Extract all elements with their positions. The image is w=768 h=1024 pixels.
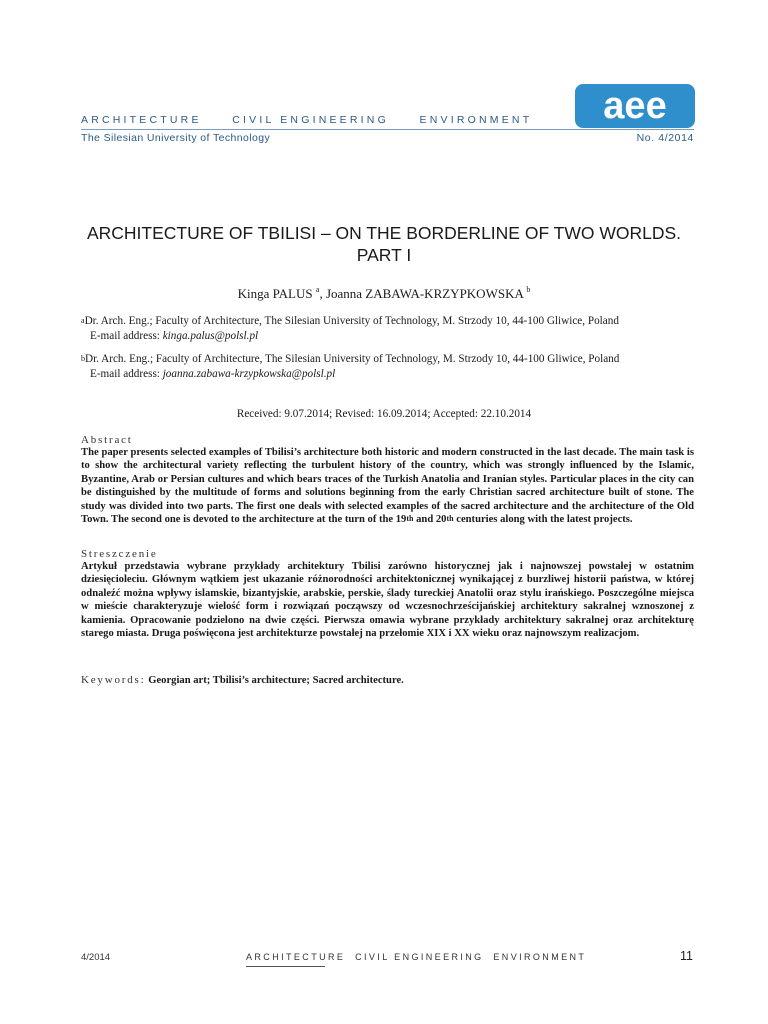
header-rule bbox=[81, 129, 694, 130]
author-mark: b bbox=[526, 285, 531, 294]
affiliation-text: Dr. Arch. Eng.; Faculty of Architecture, The Silesian University of Technology, M. Strzody 10, 44-100 Gliwice, Poland bbox=[85, 353, 620, 365]
author-separator: , bbox=[319, 286, 326, 301]
affiliation-text: Dr. Arch. Eng.; Faculty of Architecture, The Silesian University of Technology, M. Strzody 10, 44-100 Gliwice, Poland bbox=[84, 315, 619, 327]
university-name: The Silesian University of Technology bbox=[81, 132, 271, 144]
streszczenie-text: Artykuł przedstawia wybrane przykłady architektury Tbilisi zarówno historycznej jak i najnowszej powstałej w ostatnim dziesięcioleciu. Głównym wątkiem jest ukazanie różnorodności architektonicznej wynikającej z burzliwej historii państwa, w której odnaleźć można wpływy islamskie, bizantyjskie, arabskie, perskie, ślady tureckiej Anatolii oraz stylu irańskiego. Poszczególne miejsca w mieście charakteryzuje wielość form i rozwiązań począwszy od wczesnochrześcijańskiej architektury sakralnej wznoszonej z kamienia. Opracowanie podzielono na dwie części. Pierwsza omawia wybrane przykłady architektury sakralnej oraz architekturę starego miasta. Druga poświęcona jest architekturze powstałej na przełomie XIX i XX wieku oraz najnowszym realizacjom. bbox=[81, 561, 694, 640]
title-line-2: PART I bbox=[356, 245, 412, 265]
keywords-value: Georgian art; Tbilisi’s architecture; Sacred architecture. bbox=[148, 675, 404, 686]
affiliation-b bbox=[81, 352, 696, 382]
title-line-1: ARCHITECTURE OF TBILISI – ON THE BORDERLINE OF TWO WORLDS. bbox=[86, 223, 682, 243]
superscript: th bbox=[406, 514, 414, 524]
paper-title bbox=[70, 222, 698, 266]
author-name: Joanna ZABAWA-KRZYPKOWSKA bbox=[325, 286, 524, 301]
email-label: E-mail address: bbox=[90, 330, 163, 342]
footer-rule bbox=[246, 966, 325, 967]
keywords-label: Keywords: bbox=[81, 674, 146, 686]
email-link[interactable]: kinga.palus@polsl.pl bbox=[162, 330, 259, 342]
abstract-text-part: centuries along with the latest projects. bbox=[453, 514, 633, 526]
journal-logo bbox=[575, 84, 695, 128]
footer-journal: ARCHITECTURE CIVIL ENGINEERING ENVIRONMENT bbox=[246, 952, 587, 962]
affiliation-mark: b bbox=[81, 354, 85, 363]
streszczenie-heading: Streszczenie bbox=[81, 548, 158, 560]
abstract-text-part: and 20 bbox=[413, 514, 447, 526]
page-number: 11 bbox=[680, 949, 693, 963]
publication-dates: Received: 9.07.2014; Revised: 16.09.2014; Accepted: 22.10.2014 bbox=[236, 408, 532, 420]
abstract-text bbox=[81, 446, 694, 526]
superscript: th bbox=[446, 514, 454, 524]
email-label: E-mail address: bbox=[90, 368, 163, 380]
abstract-heading: Abstract bbox=[81, 434, 133, 446]
author-list bbox=[70, 286, 698, 302]
logo-text: aee bbox=[603, 85, 667, 127]
abstract-text-part: The paper presents selected examples of Tbilisi’s architecture both historic and modern constructed in the last decade. The main task is to show the architectural variety reflecting the turbulent history of the country, which was strongly influenced by the Islamic, Byzantine, Arab or Persian cultures and which bears traces of the Turkish Anatolia and Iranian styles. Particular places in the city can be distinguished by the multitude of forms and solutions beginning from the early Christian sacred architecture built of stone. The study was divided into two parts. The first one deals with selected examples of the sacred architecture and the architecture of the Old Town. The second one is devoted to the architecture at the turn of the 19 bbox=[81, 447, 694, 526]
author-name: Kinga PALUS bbox=[237, 286, 313, 301]
affiliation-a bbox=[81, 314, 696, 344]
author-mark: a bbox=[315, 285, 320, 294]
journal-name: ARCHITECTURE CIVIL ENGINEERING ENVIRONMENT bbox=[81, 114, 533, 126]
footer-issue: 4/2014 bbox=[81, 952, 111, 963]
issue-number: No. 4/2014 bbox=[636, 132, 694, 144]
email-link[interactable]: joanna.zabawa-krzypkowska@polsl.pl bbox=[162, 368, 336, 380]
affiliation-mark: a bbox=[81, 316, 85, 325]
keywords bbox=[81, 674, 404, 686]
